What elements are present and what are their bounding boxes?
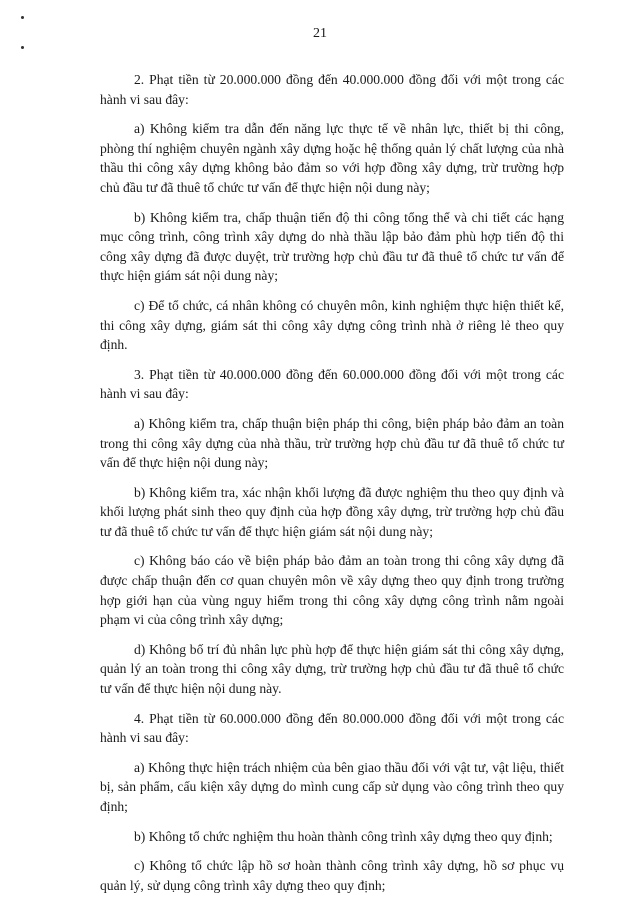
clause-2b: b) Không kiểm tra, chấp thuận tiến độ thi công tổng thể và chi tiết các hạng mục công trình, công trình xây dựng do nhà thầu lập bảo đảm phù hợp tiến độ thi công xây dựng đã được duyệt, trừ trường hợp chủ đầu tư đã thuê tổ chức tư vấn để thực hiện giám sát nội dung này; [100, 209, 564, 284]
clause-4a: a) Không thực hiện trách nhiệm của bên giao thầu đối với vật tư, vật liệu, thiết bị, sản phẩm, cấu kiện xây dựng do mình cung cấp sử dụng vào công trình theo quy định; [100, 759, 564, 814]
clause-3c: c) Không báo cáo về biện pháp bảo đảm an toàn trong thi công xây dựng đã được chấp thuận đến cơ quan chuyên môn về xây dựng theo quy định trong trường hợp giới hạn của vùng nguy hiểm trong thi công xây dựng công trình nằm ngoài phạm vi của công trình xây dựng; [100, 553, 564, 628]
scan-mark [21, 16, 24, 19]
clause-4c: c) Không tổ chức lập hồ sơ hoàn thành công trình xây dựng, hồ sơ phục vụ quản lý, sử dụng công trình xây dựng theo quy định; [100, 858, 564, 893]
section-4-heading: 4. Phạt tiền từ 60.000.000 đồng đến 80.000.000 đồng đối với một trong các hành vi sau đây: [100, 710, 564, 746]
clause-3d: d) Không bố trí đủ nhân lực phù hợp để thực hiện giám sát thi công xây dựng, quản lý an toàn trong thi công xây dựng, trừ trường hợp chủ đầu tư đã thuê tổ chức tư vấn để thực hiện nội dung này. [100, 641, 564, 697]
page-number: 21 [313, 26, 327, 41]
clause-3a: a) Không kiểm tra, chấp thuận biện pháp thi công, biện pháp bảo đảm an toàn trong thi công xây dựng của nhà thầu, trừ trường hợp chủ đầu tư đã thuê tổ chức tư vấn để thực hiện nội dung này; [100, 415, 564, 471]
scan-mark [21, 46, 24, 49]
clause-2a: a) Không kiểm tra dẫn đến năng lực thực tế về nhân lực, thiết bị thi công, phòng thí nghiệm chuyên ngành xây dựng hoặc hệ thống quản lý chất lượng của nhà thầu thi công xây dựng không bảo đảm so với hợp đồng xây dựng, trừ trường hợp chủ đầu tư đã thuê tổ chức tư vấn để thực hiện nội dung này; [100, 121, 564, 195]
document-body [100, 70, 564, 905]
clause-4b: b) Không tổ chức nghiệm thu hoàn thành công trình xây dựng theo quy định; [134, 828, 553, 844]
section-3-heading: 3. Phạt tiền từ 40.000.000 đồng đến 60.000.000 đồng đối với một trong các hành vi sau đây: [100, 366, 564, 402]
clause-2c: c) Để tổ chức, cá nhân không có chuyên môn, kinh nghiệm thực hiện thiết kế, thi công xây dựng, giám sát thi công xây dựng công trình nhà ở riêng lẻ theo quy định. [100, 297, 564, 353]
clause-3b: b) Không kiểm tra, xác nhận khối lượng đã được nghiệm thu theo quy định và khối lượng phát sinh theo quy định của hợp đồng xây dựng, trừ trường hợp chủ đầu tư đã thuê tổ chức tư vấn để thực hiện giám sát nội dung này; [100, 484, 564, 539]
section-2-heading: 2. Phạt tiền từ 20.000.000 đồng đến 40.000.000 đồng đối với một trong các hành vi sau đây: [100, 72, 564, 107]
